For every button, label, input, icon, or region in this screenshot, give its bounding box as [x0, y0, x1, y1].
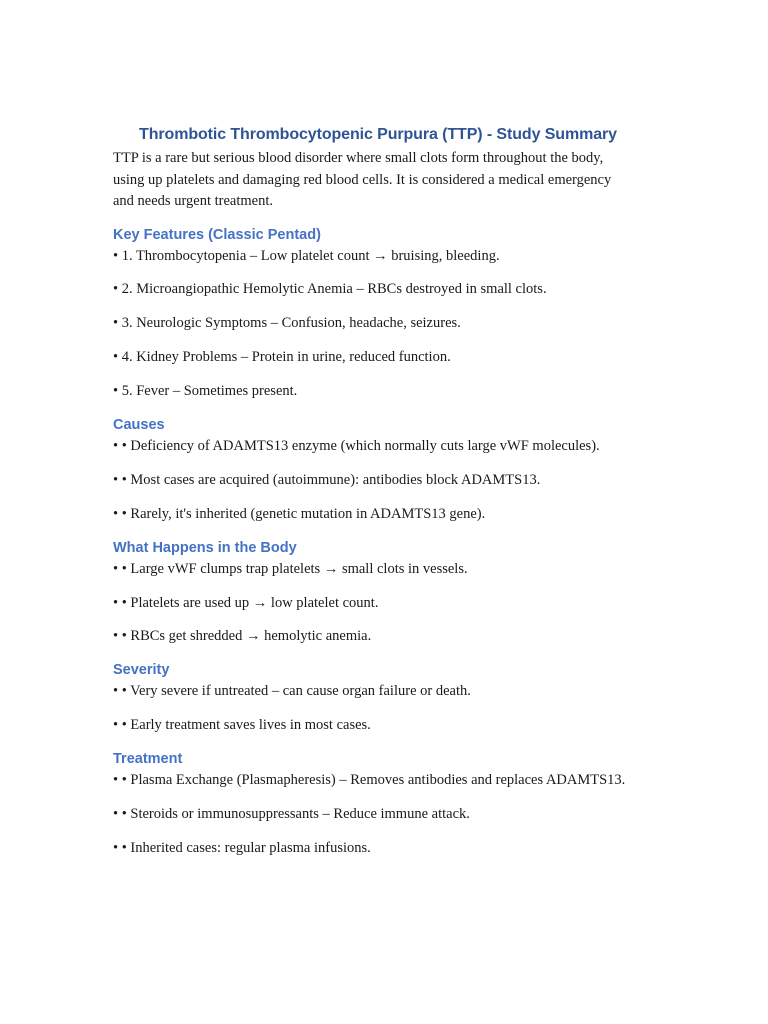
section-what-happens — [113, 538, 643, 648]
section-heading: Treatment — [113, 751, 183, 768]
list-item: • • Most cases are acquired (autoimmune): antibodies block ADAMTS13. — [113, 471, 541, 488]
document-page — [113, 124, 643, 872]
section-key-features — [113, 225, 643, 403]
list-item: • • Rarely, it's inherited (genetic mutation in ADAMTS13 gene). — [113, 505, 486, 522]
list-item: • 5. Fever – Sometimes present. — [113, 383, 298, 400]
section-causes — [113, 415, 643, 525]
section-severity — [113, 660, 643, 736]
list-item: • • Platelets are used up → low platelet count. — [113, 594, 379, 611]
list-item: • • Plasma Exchange (Plasmapheresis) – Removes antibodies and replaces ADAMTS13. — [113, 772, 626, 789]
list-item: • 3. Neurologic Symptoms – Confusion, headache, seizures. — [113, 315, 461, 332]
list-item: • 2. Microangiopathic Hemolytic Anemia – RBCs destroyed in small clots. — [113, 281, 547, 298]
list-item: • • RBCs get shredded → hemolytic anemia. — [113, 628, 372, 645]
intro-paragraph: TTP is a rare but serious blood disorder where small clots form throughout the body, using up platelets and damaging red blood cells. It is considered a medical emergency and needs urgent treatment. — [113, 150, 612, 209]
list-item: • • Steroids or immunosuppressants – Reduce immune attack. — [113, 805, 470, 822]
section-heading: Severity — [113, 662, 170, 679]
list-item: • • Deficiency of ADAMTS13 enzyme (which normally cuts large vWF molecules). — [113, 437, 600, 454]
list-item: • • Very severe if untreated – can cause organ failure or death. — [113, 683, 471, 700]
document-title: Thrombotic Thrombocytopenic Purpura (TTP) - Study Summary — [139, 126, 617, 143]
section-heading: Causes — [113, 416, 165, 433]
section-heading: What Happens in the Body — [113, 539, 297, 556]
list-item: • • Early treatment saves lives in most cases. — [113, 717, 371, 734]
list-item: • 4. Kidney Problems – Protein in urine, reduced function. — [113, 349, 451, 366]
list-item: • 1. Thrombocytopenia – Low platelet count → bruising, bleeding. — [113, 247, 500, 264]
list-item: • • Large vWF clumps trap platelets → small clots in vessels. — [113, 560, 468, 577]
list-item: • • Inherited cases: regular plasma infusions. — [113, 839, 371, 856]
section-heading: Key Features (Classic Pentad) — [113, 226, 321, 243]
section-treatment — [113, 749, 643, 859]
